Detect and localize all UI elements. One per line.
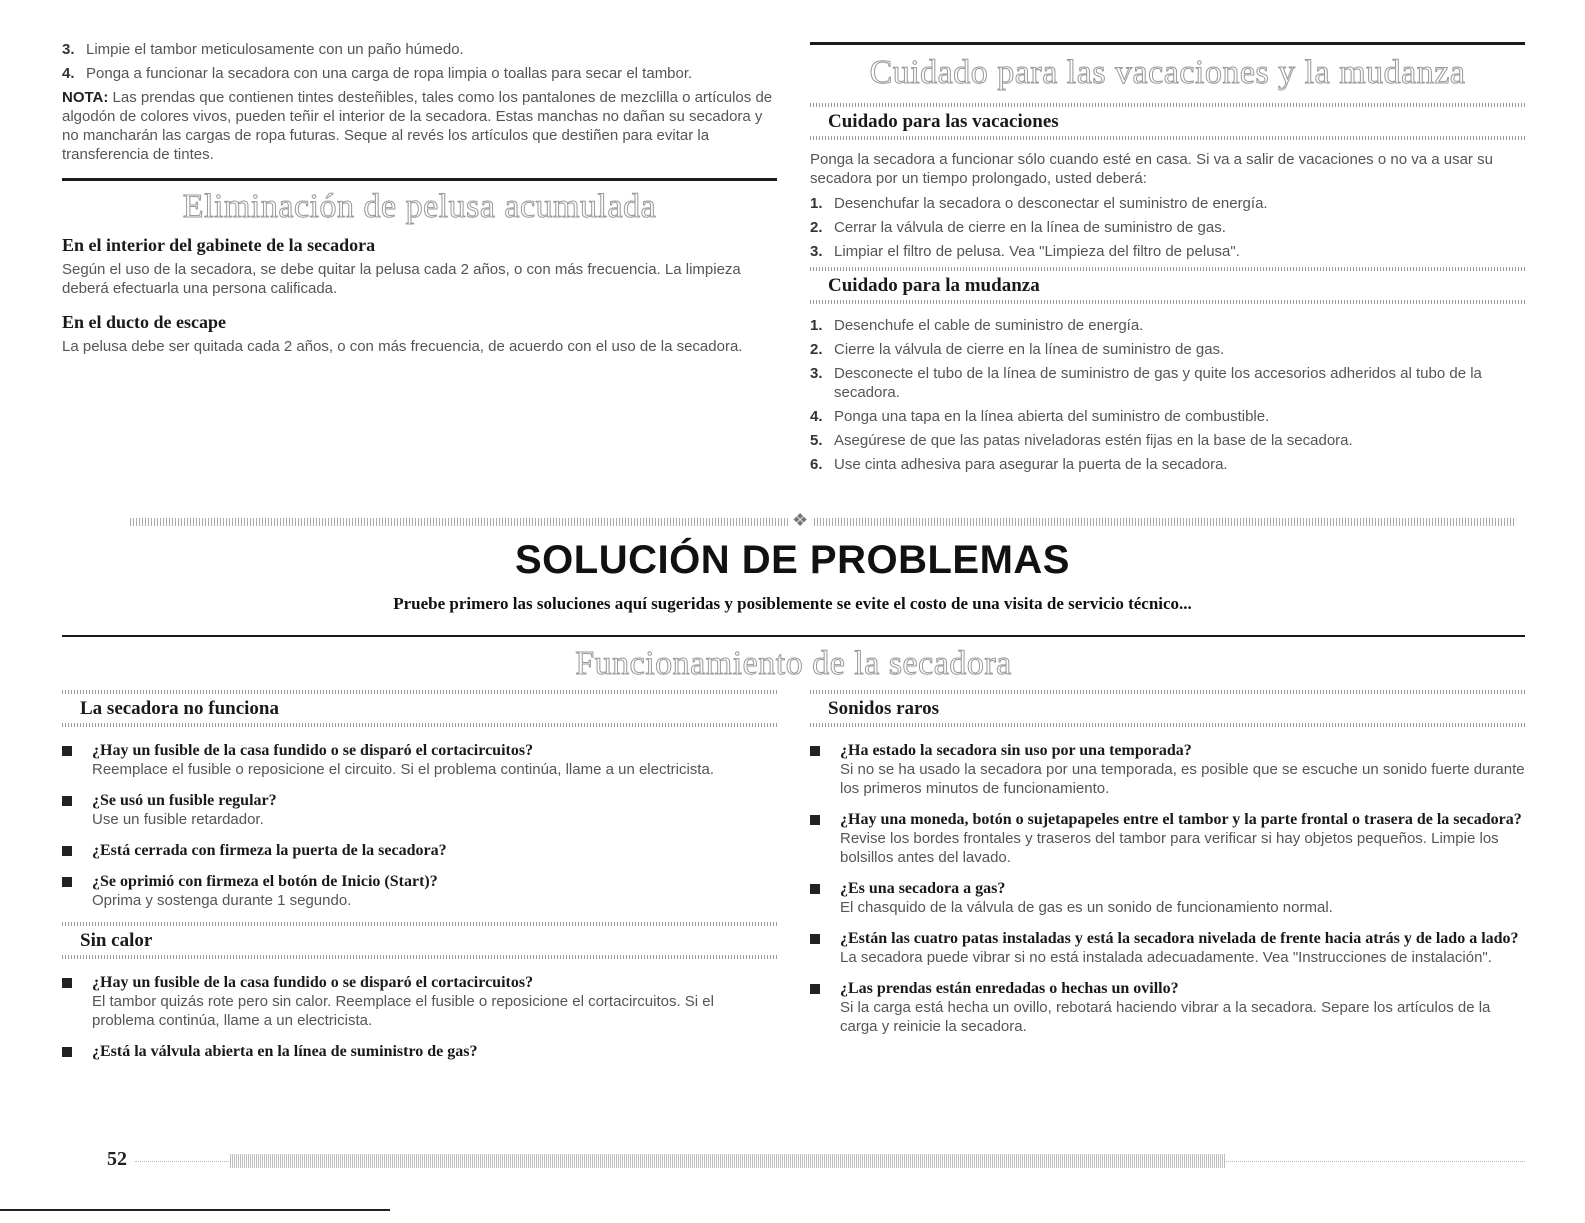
page-title: SOLUCIÓN DE PROBLEMAS (515, 538, 1070, 582)
list-item: ¿Hay un fusible de la casa fundido o se disparó el cortacircuitos? El tambor quizás rote pero sin calor. Reemplace el fusible o reposicione el cortacircuitos. Si el problema continúa, llame a un electricista. (62, 973, 777, 1030)
noises-list (810, 741, 1525, 1036)
section-rule (810, 42, 1525, 45)
ornament-icon: ❖ (788, 510, 812, 531)
note-paragraph (62, 88, 777, 164)
list-item: 3. Limpiar el filtro de pelusa. Vea "Limpieza del filtro de pelusa". (810, 243, 1240, 260)
page-number: 52 (107, 1148, 127, 1170)
section-title-vacation: Cuidado para las vacaciones y la mudanza (869, 54, 1466, 91)
note-label: NOTA: (62, 89, 109, 106)
subheading-noises: Sonidos raros (828, 698, 940, 719)
list-item: 4. Ponga una tapa en la línea abierta del suministro de combustible. (810, 408, 1270, 425)
footer-ornament (230, 1154, 1225, 1168)
list-item: 1. Desenchufe el cable de suministro de energía. (810, 317, 1144, 334)
list-item: ¿Hay una moneda, botón o sujetapapeles entre el tambor y la parte frontal o trasera de la secadora? Revise los bordes frontales y traseros del tambor para verificar si hay objetos pequeños. Limpie los bolsillos antes del lavado. (810, 810, 1525, 867)
bullet-icon (62, 1047, 72, 1057)
bullet-icon (62, 978, 72, 988)
list-item: 1. Desenchufar la secadora o desconectar el suministro de energía. (810, 195, 1268, 212)
section-title-operation: Funcionamiento de la secadora (575, 645, 1012, 682)
list-item: 2. Cerrar la válvula de cierre en la línea de suministro de gas. (810, 219, 1226, 236)
list-item: ¿Las prendas están enredadas o hechas un ovillo? Si la carga está hecha un ovillo, rebotará haciendo vibrar a la secadora. Separe los artículos de la carga y reinicie la secadora. (810, 979, 1525, 1036)
list-item: ¿Hay un fusible de la casa fundido o se disparó el cortacircuitos? Reemplace el fusible o reposicione el circuito. Si el problema continúa, llame a un electricista. (62, 741, 777, 779)
moving-steps (810, 316, 1525, 474)
subheading-cabinet: En el interior del gabinete de la secadora (62, 235, 376, 255)
subheading-no-heat: Sin calor (80, 930, 153, 951)
list-item: ¿Están las cuatro patas instaladas y está la secadora nivelada de frente hacia atrás y de lado a lado? La secadora puede vibrar si no está instalada adecuadamente. Vea "Instrucciones de instalación". (810, 929, 1525, 967)
list-item: ¿Se usó un fusible regular? Use un fusible retardador. (62, 791, 777, 829)
right-bottom-column (810, 690, 1525, 1048)
list-item: 6. Use cinta adhesiva para asegurar la puerta de la secadora. (810, 456, 1228, 473)
list-item: ¿Ha estado la secadora sin uso por una temporada? Si no se ha usado la secadora por una temporada, es posible que se escuche un sonido fuerte durante los primeros minutos de funcionamiento. (810, 741, 1525, 798)
list-item: ¿Es una secadora a gas? El chasquido de la válvula de gas es un sonido de funcionamiento normal. (810, 879, 1525, 917)
dotted-divider (810, 723, 1525, 727)
list-item: ¿Está la válvula abierta en la línea de suministro de gas? (62, 1042, 777, 1061)
page-footer (0, 1148, 1585, 1178)
bullet-icon (62, 796, 72, 806)
bullet-icon (810, 884, 820, 894)
vacation-intro: Ponga la secadora a funcionar sólo cuando esté en casa. Si va a salir de vacaciones o no va a usar su secadora por un tiempo prolongado, usted deberá: (810, 151, 1493, 187)
list-item: 3. Desconecte el tubo de la línea de suministro de gas y quite los accesorios adheridos al tubo de la secadora. (810, 365, 1482, 401)
dotted-divider (810, 300, 1525, 304)
left-bottom-column (62, 690, 777, 1073)
bullet-icon (810, 746, 820, 756)
bullet-icon (62, 877, 72, 887)
section-title-lint: Eliminación de pelusa acumulada (182, 188, 657, 225)
dotted-divider (62, 955, 777, 959)
exhaust-text: La pelusa debe ser quitada cada 2 años, o con más frecuencia, de acuerdo con el uso de la secadora. (62, 338, 743, 355)
list-item: ¿Está cerrada con firmeza la puerta de la secadora? (62, 841, 777, 860)
subheading-vacation: Cuidado para las vacaciones (828, 111, 1059, 132)
page-subtitle: Pruebe primero las soluciones aquí sugeridas y posiblemente se evite el costo de una visita de servicio técnico... (393, 594, 1192, 613)
not-working-list (62, 741, 777, 910)
section-rule (62, 635, 1525, 637)
subheading-not-working: La secadora no funciona (80, 698, 279, 719)
ornament-divider (130, 518, 1515, 526)
bullet-icon (62, 846, 72, 856)
bullet-icon (810, 984, 820, 994)
bullet-icon (810, 934, 820, 944)
list-item: ¿Se oprimió con firmeza el botón de Inicio (Start)? Oprima y sostenga durante 1 segundo. (62, 872, 777, 910)
list-item: 4. Ponga a funcionar la secadora con una carga de ropa limpia o toallas para secar el tambor. (62, 65, 693, 82)
subheading-moving: Cuidado para la mudanza (828, 275, 1040, 296)
dotted-divider (62, 723, 777, 727)
bullet-icon (62, 746, 72, 756)
vacation-steps (810, 194, 1525, 261)
dotted-divider (810, 136, 1525, 140)
bullet-icon (810, 815, 820, 825)
left-top-column (62, 40, 777, 356)
list-item: 2. Cierre la válvula de cierre en la línea de suministro de gas. (810, 341, 1225, 358)
list-item: 3. Limpie el tambor meticulosamente con un paño húmedo. (62, 41, 464, 58)
subheading-exhaust: En el ducto de escape (62, 312, 226, 332)
cabinet-text: Según el uso de la secadora, se debe quitar la pelusa cada 2 años, o con más frecuencia. La limpieza deberá efectuarla una persona calificada. (62, 261, 741, 297)
list-item: 5. Asegúrese de que las patas niveladoras estén fijas en la base de la secadora. (810, 432, 1353, 449)
section-rule (62, 178, 777, 181)
right-top-column (810, 40, 1525, 479)
cleaning-steps (62, 40, 777, 83)
note-text: Las prendas que contienen tintes desteñibles, tales como los pantalones de mezclilla o artículos de algodón de colores vivos, pueden teñir el interior de la secadora. Estas manchas no dañan su secadora y no mancharán las cargas de ropa futuras. Seque al revés los artículos que destiñen para evitar la transferencia de tintes. (62, 89, 773, 163)
bottom-rule (0, 1209, 390, 1211)
no-heat-list (62, 973, 777, 1061)
